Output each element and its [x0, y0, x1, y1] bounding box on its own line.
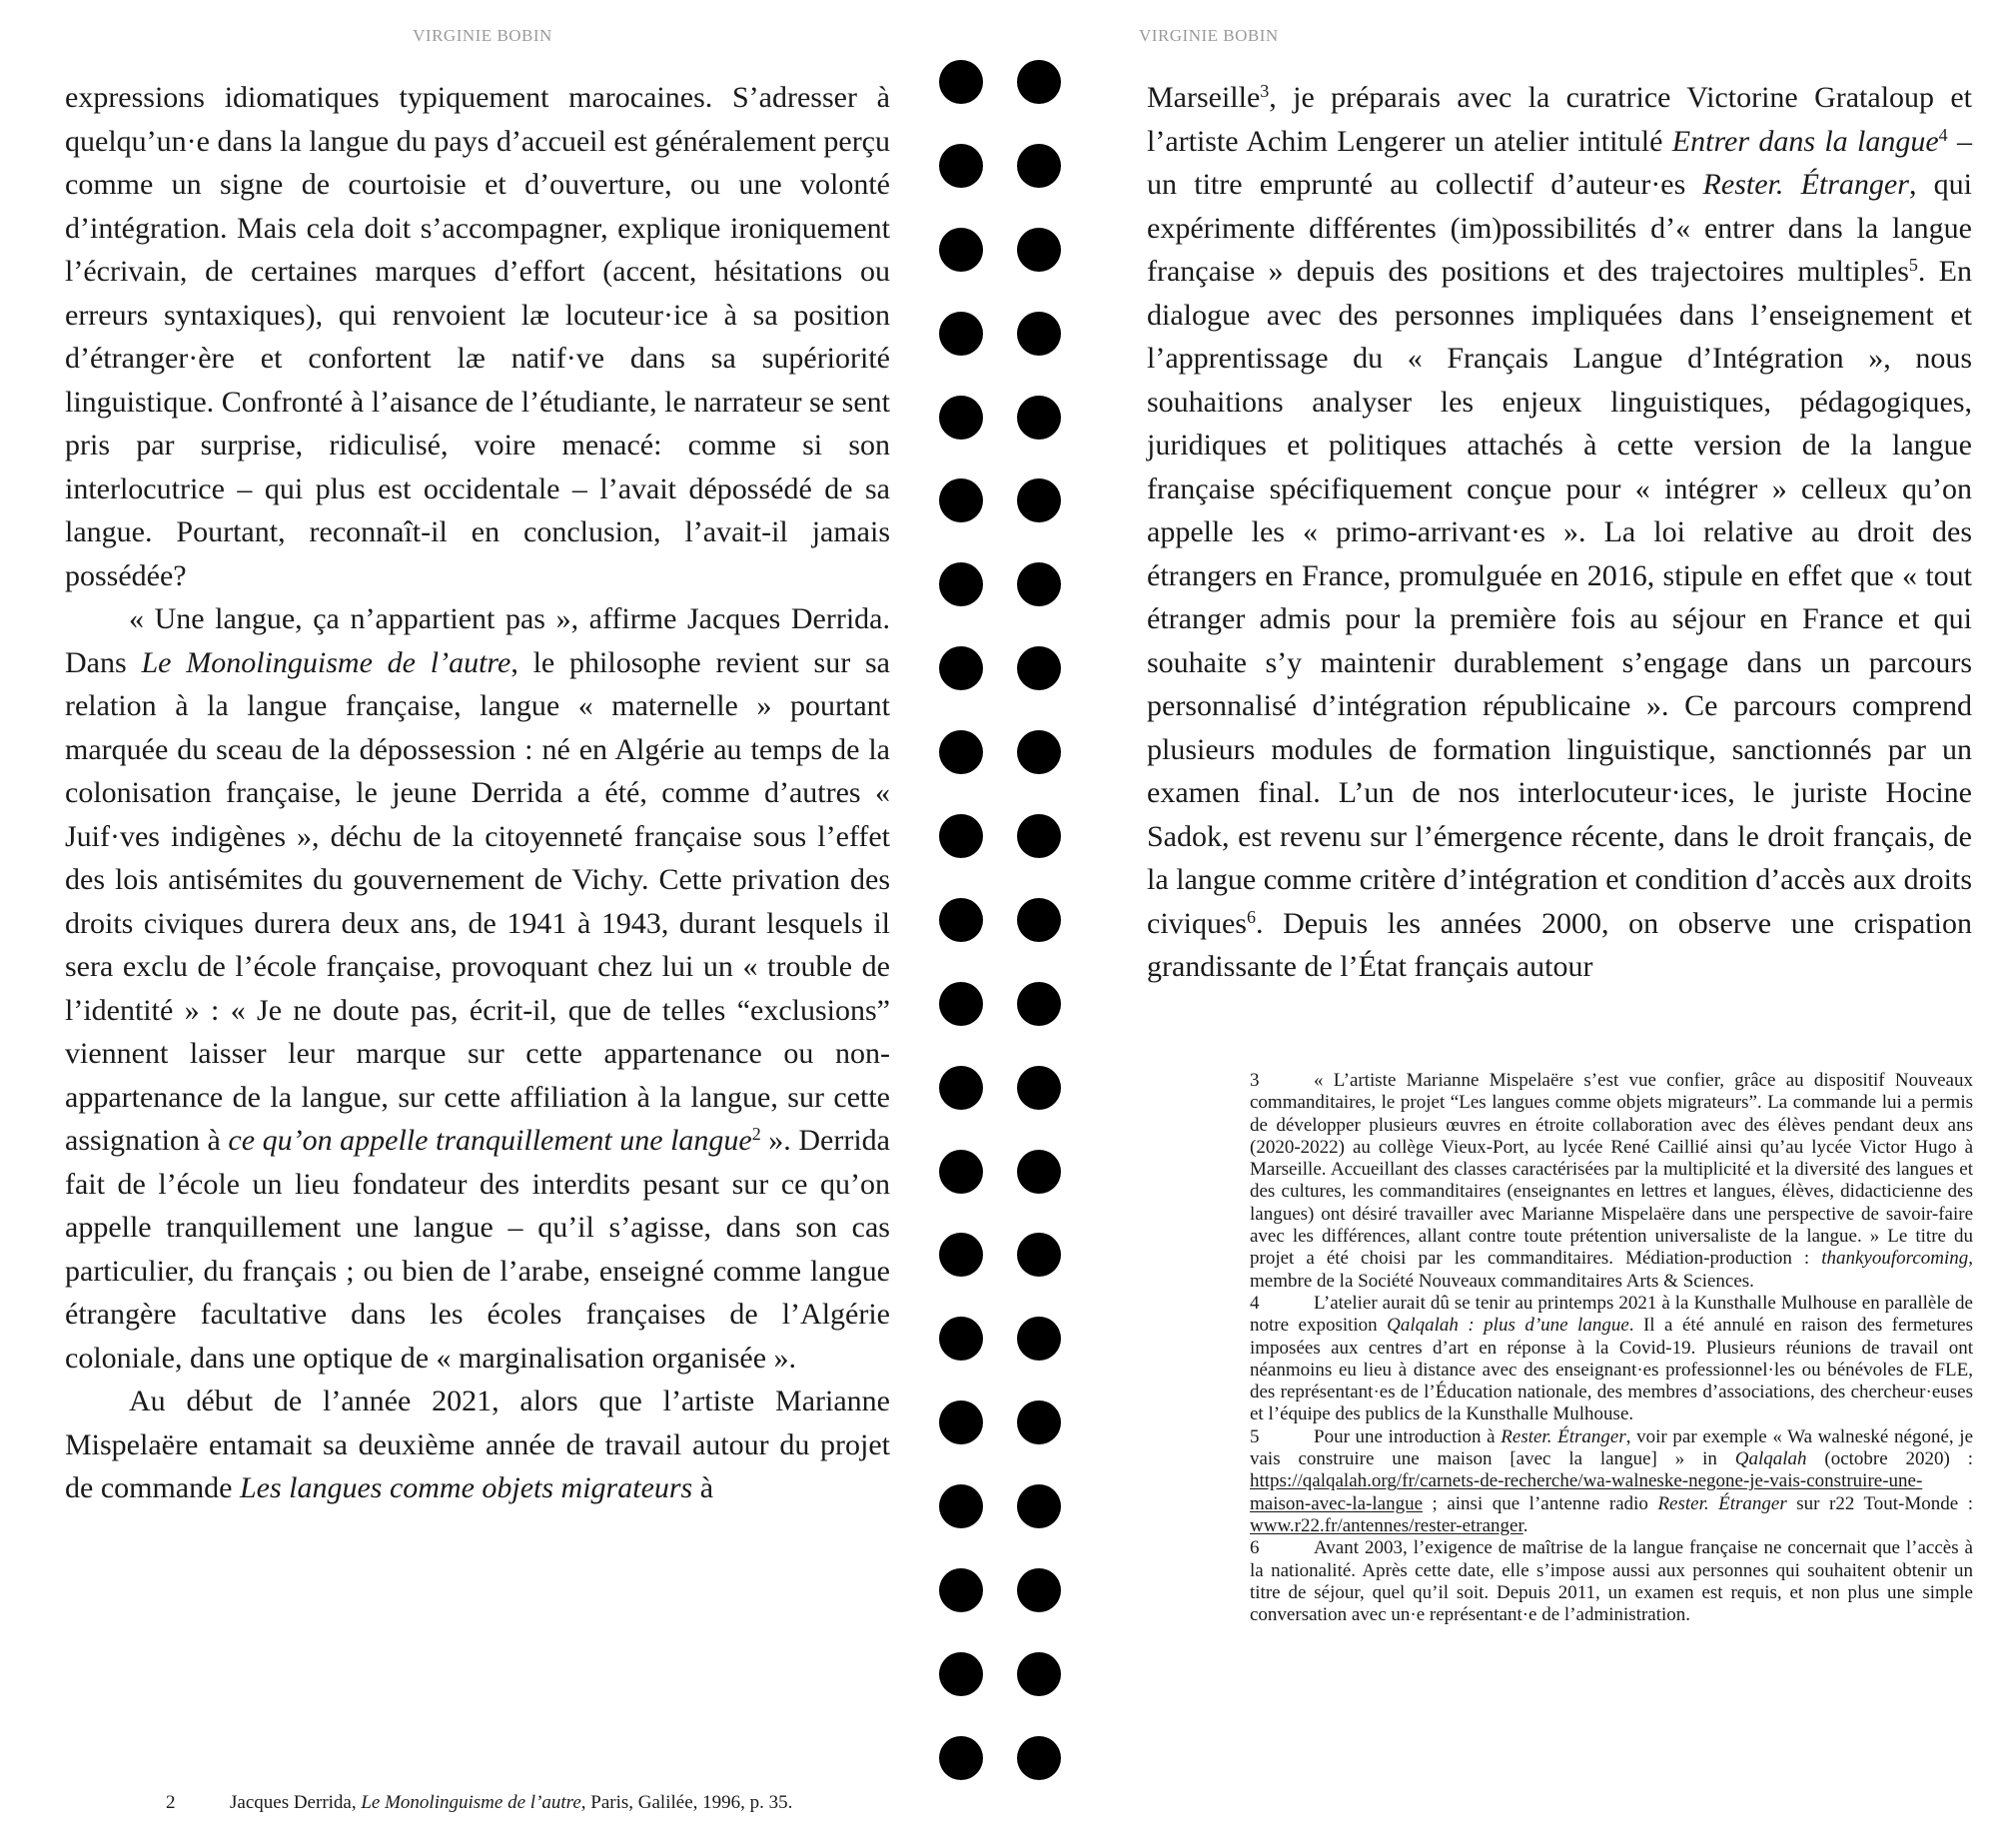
- dot-gutter-decoration: [939, 60, 1099, 1820]
- dot-row: [939, 1150, 1099, 1234]
- decorative-dot: [939, 982, 983, 1026]
- text-run: « Une langue, ça n’appartient pas », affirme Jacques Derrida. Dans: [65, 602, 890, 679]
- decorative-dot: [939, 1066, 983, 1110]
- dot-row: [939, 1066, 1099, 1150]
- dot-row: [939, 144, 1099, 228]
- text-run: , membre de la Société Nouveaux commanditaires Arts & Sciences.: [1250, 1248, 1973, 1292]
- footnote-ref: 4: [1938, 124, 1948, 145]
- decorative-dot: [939, 228, 983, 272]
- text-run: Au début de l’année 2021, alors que l’artiste Marianne Mispelaëre entamait sa deuxième année de travail autour du projet de commande: [65, 1385, 890, 1504]
- text-run: « L’artiste Marianne Mispelaëre s’est vue confier, grâce au dispositif Nouveaux commanditaires, le projet “Les langues comme objets migrateurs”. La commande lui a permis de développer plusieurs œuvres en étroite collaboration avec des élèves pendant deux ans (2020-2022) au collège Vieux-Port, au lycée René Caillié ainsi qu’au lycée Victor Hugo à Marseille. Accueillant des classes caractérisées par la multiplicité et la diversité des langues et des cultures, les commanditaires (enseignantes en lettres et langues, élèves, didacticienne des langues) ont désiré travailler avec Marianne Mispelaëre dans une perspective de savoir-faire avec les différences, allant contre toute prétention universaliste de la langue. » Le titre du projet a été choisi par les commanditaires. Médiation-production :: [1250, 1070, 1973, 1270]
- paragraph: [1147, 76, 1972, 989]
- decorative-dot: [1017, 60, 1061, 104]
- running-head-right: VIRGINIE BOBIN: [1139, 26, 1279, 45]
- decorative-dot: [939, 1150, 983, 1194]
- link[interactable]: www.r22.fr/antennes/rester-etranger: [1250, 1514, 1523, 1536]
- decorative-dot: [939, 562, 983, 606]
- decorative-dot: [939, 1233, 983, 1277]
- text-run: Rester. Étranger: [1657, 1492, 1787, 1514]
- text-run: Qalqalah : plus d’une langue: [1387, 1315, 1629, 1337]
- footnote: [1250, 1537, 1973, 1626]
- dot-row: [939, 60, 1099, 144]
- footnote-ref: 5: [1908, 255, 1918, 276]
- decorative-dot: [1017, 1317, 1061, 1361]
- dot-row: [939, 1317, 1099, 1400]
- footnote: [1250, 1293, 1973, 1426]
- footnote-text: [230, 1792, 891, 1814]
- dot-row: [939, 982, 1099, 1066]
- decorative-dot: [1017, 228, 1061, 272]
- decorative-dot: [939, 144, 983, 188]
- text-run: . Depuis les années 2000, on observe une crispation grandissante de l’État français autour: [1147, 906, 1972, 983]
- text-run: Le Monolinguisme de l’autre: [361, 1792, 581, 1813]
- text-run: Pour une introduction à: [1314, 1425, 1502, 1447]
- decorative-dot: [939, 396, 983, 440]
- text-run: expressions idiomatiques typiquement marocaines. S’adresser à quelqu’un·e dans la langue du pays d’accueil est généralement perçu comme un signe de courtoisie et d’ouverture, ou une volonté d’intégration. Mais cela doit s’accompagner, explique ironiquement l’écrivain, de certaines marques d’effort (accent, hésitations ou erreurs syntaxiques), qui renvoient læ locuteur·ice à sa position d’étranger·ère et confortent læ natif·ve dans sa supériorité linguistique. Confronté à l’aisance de l’étudiante, le narrateur se sent pris par surprise, ridiculisé, voire menacé: comme si son interlocutrice – qui plus est occidentale – l’avait dépossédé de sa langue. Pourtant, reconnaît-il en conclusion, l’avait-il jamais possédée?: [65, 81, 890, 592]
- dot-row: [939, 1736, 1099, 1820]
- left-page-body: [65, 76, 890, 1510]
- text-run: Marseille: [1147, 81, 1261, 114]
- decorative-dot: [1017, 1233, 1061, 1277]
- dot-row: [939, 396, 1099, 479]
- decorative-dot: [939, 730, 983, 774]
- decorative-dot: [939, 646, 983, 690]
- decorative-dot: [939, 1400, 983, 1444]
- text-run: Entrer dans la langue: [1671, 124, 1939, 158]
- text-run: . Il a été annulé en raison des fermetures imposées aux centres d’art en réponse à la Covid-19. Plusieurs réunions de travail ont néanmoins eu lieu à distance avec des enseignant·es professionnel·les ou bénévoles de FLE, des représentant·es de l’Éducation nationale, des membres d’associations, des chercheur·euses et l’équipe des publics de la Kunsthalle Mulhouse.: [1250, 1315, 1973, 1425]
- footnote-number: 4: [1250, 1292, 1260, 1314]
- dot-row: [939, 898, 1099, 982]
- right-page-body: [1147, 76, 1972, 989]
- dot-row: [939, 1484, 1099, 1568]
- dot-row: [939, 646, 1099, 730]
- decorative-dot: [1017, 1736, 1061, 1780]
- text-run: à: [692, 1471, 714, 1504]
- decorative-dot: [1017, 478, 1061, 522]
- paragraph: [65, 597, 890, 1380]
- footnote: [1250, 1426, 1973, 1537]
- dot-row: [939, 228, 1099, 312]
- text-run: Le Monolinguisme de l’autre: [141, 645, 511, 679]
- dot-row: [939, 312, 1099, 396]
- dot-row: [939, 1568, 1099, 1652]
- footnote-ref: 3: [1260, 81, 1270, 102]
- footnote-number: 3: [1250, 1070, 1260, 1091]
- decorative-dot: [1017, 1066, 1061, 1110]
- decorative-dot: [939, 898, 983, 942]
- footnote-number: 5: [1250, 1425, 1260, 1447]
- decorative-dot: [1017, 730, 1061, 774]
- text-run: Qalqalah: [1734, 1448, 1807, 1470]
- text-run: – un titre emprunté au collectif d’auteur·es: [1147, 124, 1973, 201]
- text-run: thankyouforcoming: [1821, 1248, 1969, 1270]
- decorative-dot: [1017, 1150, 1061, 1194]
- footnote-ref: 2: [751, 1124, 761, 1145]
- dot-row: [939, 730, 1099, 814]
- text-run: L’atelier aurait dû se tenir au printemps 2021 à la Kunsthalle Mulhouse en parallèle de notre exposition: [1250, 1292, 1973, 1337]
- footnote-ref: 6: [1246, 906, 1256, 927]
- footnote-number: 2: [166, 1792, 176, 1813]
- text-run: ». Derrida fait de l’école un lieu fondateur des interdits pesant sur ce qu’on appelle tranquillement une langue – qu’il s’agisse, dans son cas particulier, du français ; ou bien de l’arabe, enseigné comme langue étrangère facultative dans les écoles françaises de l’Algérie coloniale, dans une optique de « marginalisation organisée ».: [65, 1124, 890, 1375]
- dot-row: [939, 1400, 1099, 1484]
- text-run: , qui expérimente différentes (im)possibilités d’« entrer dans la langue française » depuis des positions et des trajectoires multiples: [1147, 168, 1973, 288]
- decorative-dot: [1017, 814, 1061, 858]
- footnotes-right: [1250, 1070, 1973, 1626]
- text-run: , je préparais avec la curatrice Victorine Grataloup et l’artiste Achim Lengerer un atelier intitulé: [1147, 81, 1972, 158]
- decorative-dot: [939, 1317, 983, 1361]
- text-run: , Paris, Galilée, 1996, p. 35.: [580, 1792, 793, 1813]
- footnote-number: 6: [1250, 1537, 1260, 1559]
- dot-row: [939, 1233, 1099, 1317]
- running-head-left: VIRGINIE BOBIN: [413, 26, 552, 45]
- decorative-dot: [939, 814, 983, 858]
- dot-row: [939, 1652, 1099, 1736]
- decorative-dot: [1017, 144, 1061, 188]
- text-run: (octobre 2020) :: [1806, 1448, 1973, 1470]
- text-run: Avant 2003, l’exigence de maîtrise de la langue française ne concernait que l’accès à la nationalité. Après cette date, elle s’impose aussi aux personnes qui souhaitent obtenir un titre de séjour, quel qu’il soit. Depuis 2011, un examen est requis, et non plus une simple conversation avec un·e représentant·e de l’administration.: [1250, 1537, 1973, 1626]
- decorative-dot: [1017, 1568, 1061, 1612]
- decorative-dot: [1017, 396, 1061, 440]
- text-run: . En dialogue avec des personnes impliquées dans l’enseignement et l’apprentissage du « Français Langue d’Intégration », nous souhaitions analyser les enjeux linguistiques, pédagogiques, juridiques et politiques attachés à cette version de la langue française spécifiquement conçue pour « intégrer » celleux qu’on appelle les « primo-arrivant·es ». La loi relative au droit des étrangers en France, promulguée en 2016, stipule en effet que « tout étranger admis pour la première fois au séjour en France et qui souhaite s’y maintenir durablement s’engage dans un parcours personnalisé d’intégration républicaine ». Ce parcours comprend plusieurs modules de formation linguistique, sanctionnés par un examen final. L’un de nos interlocuteur·ices, le juriste Hocine Sadok, est revenu sur l’émergence récente, dans le droit français, de la langue comme critère d’intégration et condition d’accès aux droits civiques: [1147, 255, 1972, 940]
- footnote: [1250, 1070, 1973, 1293]
- decorative-dot: [939, 312, 983, 356]
- dot-row: [939, 478, 1099, 562]
- footnote-left: [166, 1792, 891, 1814]
- paragraph: [65, 1380, 890, 1510]
- text-run: Jacques Derrida,: [230, 1792, 362, 1813]
- decorative-dot: [1017, 982, 1061, 1026]
- decorative-dot: [1017, 1484, 1061, 1528]
- decorative-dot: [1017, 1652, 1061, 1696]
- dot-row: [939, 814, 1099, 898]
- decorative-dot: [1017, 646, 1061, 690]
- text-run: , voir par exemple « Wa walneské négoné, je vais construire une maison [avec la langue] » in: [1250, 1425, 1973, 1470]
- text-run: Les langues comme objets migrateurs: [239, 1471, 693, 1504]
- text-run: ; ainsi que l’antenne radio: [1423, 1492, 1658, 1514]
- text-run: sur r22 Tout-Monde :: [1786, 1492, 1973, 1514]
- decorative-dot: [1017, 1400, 1061, 1444]
- decorative-dot: [939, 1736, 983, 1780]
- decorative-dot: [1017, 312, 1061, 356]
- paragraph: [65, 76, 890, 597]
- decorative-dot: [939, 60, 983, 104]
- text-run: , le philosophe revient sur sa relation à la langue française, langue « maternelle » pourtant marquée du sceau de la dépossession : né en Algérie au temps de la colonisation française, le jeune Derrida a été, comme d’autres « Juif·ves indigènes », déchu de la citoyenneté française sous l’effet des lois antisémites du gouvernement de Vichy. Cette privation des droits civiques durera deux ans, de 1941 à 1943, durant lesquels il sera exclu de l’école française, provoquant chez lui un « trouble de l’identité » : « Je ne doute pas, écrit-il, que de telles “exclusions” viennent laisser leur marque sur cette appartenance ou non-appartenance de la langue, sur cette affiliation à la langue, sur cette assignation à: [65, 645, 890, 1157]
- decorative-dot: [939, 478, 983, 522]
- dot-row: [939, 562, 1099, 646]
- text-run: ce qu’on appelle tranquillement une langue: [228, 1124, 752, 1157]
- decorative-dot: [939, 1484, 983, 1528]
- decorative-dot: [939, 1652, 983, 1696]
- text-run: Rester. Étranger: [1702, 168, 1909, 201]
- link[interactable]: https://qalqalah.org/fr/carnets-de-recherche/wa-walneske-negone-je-vais-construire-une-maison-avec-la-langue: [1250, 1470, 1923, 1514]
- text-run: .: [1522, 1514, 1528, 1536]
- decorative-dot: [1017, 898, 1061, 942]
- decorative-dot: [939, 1568, 983, 1612]
- text-run: Rester. Étranger: [1501, 1425, 1626, 1447]
- decorative-dot: [1017, 562, 1061, 606]
